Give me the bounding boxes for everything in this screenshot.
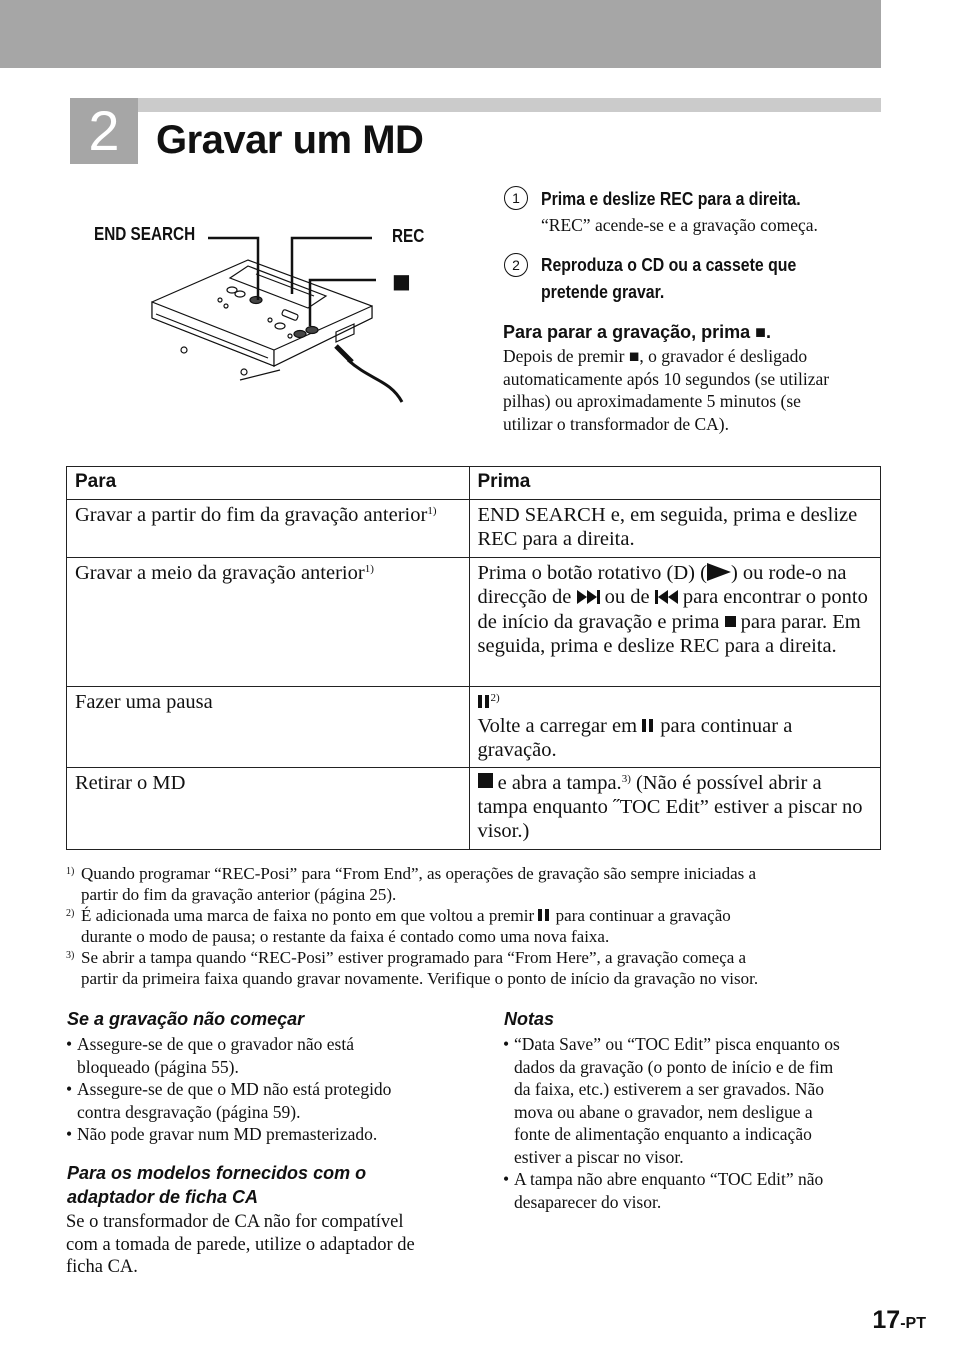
pause-icon — [642, 719, 653, 732]
section-number: 2 — [70, 98, 138, 164]
not-recording-list — [66, 1033, 466, 1146]
footnote-2: 2) É adicionada uma marca de faixa no ponto em que voltou a premir para continuar a gravação durante o modo de pausa; o restante da faixa é contado como uma nova faixa. — [66, 906, 731, 946]
table-cell: Gravar a partir do fim da gravação anterior$^{1)}$ — [67, 500, 470, 558]
page-number: 17-PT — [872, 1306, 926, 1334]
heading-plug-adaptor: Para os modelos fornecidos com o adaptador de ficha CA — [67, 1163, 367, 1207]
table-cell: Fazer uma pausa — [67, 687, 470, 768]
plug-adaptor-text: Se o transformador de CA não for compatível com a tomada de parede, utilize o adaptador de ficha CA. — [66, 1212, 415, 1277]
pause-icon — [478, 695, 489, 708]
table-cell: $^{2)}$ Volte a carregar em para continuar a gravação. — [469, 687, 881, 768]
header-prima: Prima — [469, 467, 881, 500]
heading-not-recording: Se a gravação não começar — [67, 1009, 305, 1029]
list-item: • A tampa não abre enquanto “TOC Edit” não desaparecer do visor. — [503, 1168, 893, 1213]
pause-icon — [538, 909, 549, 921]
table-cell: Retirar o MD — [67, 768, 470, 850]
step-1-number: 1 — [504, 186, 528, 210]
header-para: Para — [67, 467, 470, 500]
table-header-row — [67, 467, 881, 500]
section-rule — [138, 98, 881, 112]
page-title: Gravar um MD — [156, 118, 424, 162]
table-row — [67, 558, 881, 687]
heading-notes: Notas — [504, 1009, 555, 1029]
footnote-1: 1) Quando programar “REC-Posi” para “From End”, as operações de gravação são sempre iniciadas a partir do fim da gravação anterior (página 25). — [66, 864, 757, 904]
step-2-heading-line2: pretende gravar. — [541, 282, 665, 302]
table-row — [67, 687, 881, 768]
step-1-text: “REC” acende-se e a gravação começa. — [541, 215, 818, 235]
footnote-3: 3) Se abrir a tampa quando “REC-Posi” estiver programado para “From Here”, a gravação começa a partir da primeira faixa quando gravar novamente. Verifique o ponto de início da gravação no visor. — [66, 948, 759, 988]
play-icon — [707, 563, 731, 581]
actions-table — [66, 466, 881, 850]
table-cell: Prima o botão rotativo (D) ( ) ou rode-o na direcção de ou de para encontrar o ponto de início da gravação e prima para parar. Em seguida, prima e deslize REC para a direita. — [469, 558, 881, 687]
list-item: • “Data Save” ou “TOC Edit” pisca enquanto os dados da gravação (o ponto de início e de fim da faixa, etc.) estiverem a ser gravados. Não mova ou abane o gravador, nem desligue a fonte de alimentação enquanto a indicação estiver a piscar no visor. — [503, 1033, 893, 1168]
stop-heading: Para parar a gravação, prima ■. — [503, 322, 772, 342]
table-cell: Gravar a meio da gravação anterior$^{1)}$ — [67, 558, 470, 687]
stop-description: Depois de premir ■, o gravador é desligado automaticamente após 10 segundos (se utilizar pilhas) ou aproximadamente 5 minutos (se utilizar o transformador de CA). — [503, 346, 830, 434]
previous-track-icon — [655, 586, 678, 610]
table-cell: END SEARCH e, em seguida, prima e deslize REC para a direita. — [469, 500, 881, 558]
header-bar — [0, 0, 881, 68]
list-item: • Assegure-se de que o MD não está protegido contra desgravação (página 59). — [66, 1078, 466, 1123]
table-cell: e abra a tampa.$^{3)}$ (Não é possível abrir a tampa enquanto ˝TOC Edit” estiver a piscar no visor.) — [469, 768, 881, 850]
md-recorder-illustration — [140, 230, 420, 410]
table-row — [67, 500, 881, 558]
step-2-number: 2 — [504, 253, 528, 277]
notes-list — [503, 1033, 893, 1213]
next-track-icon — [577, 586, 600, 610]
step-1-heading: Prima e deslize REC para a direita. — [541, 189, 801, 209]
list-item: • Não pode gravar num MD premasterizado. — [66, 1123, 466, 1146]
step-2-heading-line1: Reproduza o CD ou a cassete que — [541, 255, 797, 275]
table-row — [67, 768, 881, 850]
list-item: • Assegure-se de que o gravador não está bloqueado (página 55). — [66, 1033, 466, 1078]
stop-icon — [725, 616, 736, 627]
stop-icon — [478, 773, 493, 788]
footnotes — [66, 863, 886, 989]
rec-label: REC — [392, 226, 425, 246]
stop-label: ■ — [392, 269, 411, 293]
end-search-label: END SEARCH — [94, 224, 196, 244]
